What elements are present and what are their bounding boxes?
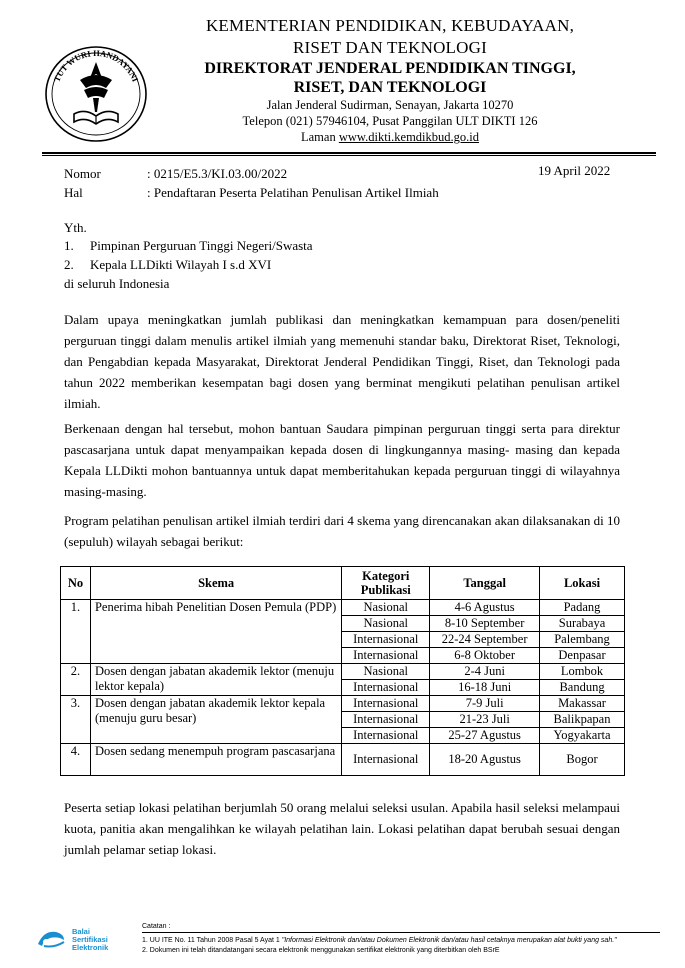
bsre-line-2: Sertifikasi xyxy=(72,935,108,944)
col-header-no: No xyxy=(61,567,91,600)
training-schedule-table xyxy=(60,566,625,776)
row-tanggal: 7-9 Juli xyxy=(430,696,540,712)
row-tanggal: 16-18 Juni xyxy=(430,680,540,696)
hal-label: Hal xyxy=(64,185,83,200)
footer-note-1-prefix: 1. UU ITE No. 11 Tahun 2008 Pasal 5 Ayat 1 xyxy=(142,937,282,944)
paragraph-3: Program pelatihan penulisan artikel ilmiah terdiri dari 4 skema yang direncanakan akan dilaksanakan di 10 (sepuluh) wilayah sebagai berikut: xyxy=(64,513,620,549)
row-lokasi: Yogyakarta xyxy=(540,728,625,744)
row-skema: Dosen dengan jabatan akademik lektor (menuju lektor kepala) xyxy=(90,664,341,696)
row-no: 4. xyxy=(61,744,91,776)
row-no: 2. xyxy=(61,664,91,696)
recipient-2-text: Kepala LLDikti Wilayah I s.d XVI xyxy=(90,257,272,272)
col-header-tanggal: Tanggal xyxy=(430,567,540,600)
row-lokasi: Palembang xyxy=(540,632,625,648)
table-row xyxy=(61,664,625,680)
row-kategori: Nasional xyxy=(342,600,430,616)
ministry-name-line2: RISET DAN TEKNOLOGI xyxy=(293,38,487,57)
hal-value: : Pendaftaran Peserta Pelatihan Penulisan Artikel Ilmiah xyxy=(147,185,439,200)
paragraph-2: Berkenaan dengan hal tersebut, mohon bantuan Saudara pimpinan perguruan tinggi serta para direktur pascasarjana untuk dapat menyampaikan kepada dosen di lingkungannya masing- masing dan kepada Kepala LLDikti mohon bantuannya untuk dapat memberitahukan kepada perguruan tinggi di wilayahnya masing-masing. xyxy=(64,421,620,499)
row-kategori: Internasional xyxy=(342,680,430,696)
bsre-brand xyxy=(72,928,108,952)
bsre-logo-icon xyxy=(34,928,70,950)
row-skema: Penerima hibah Penelitian Dosen Pemula (PDP) xyxy=(90,600,341,664)
paragraph-1: Dalam upaya meningkatkan jumlah publikasi dan meningkatkan kemampuan para dosen/peneliti perguruan tinggi dalam menulis artikel ilmiah yang memenuhi standar baku, Direktorat Riset, Teknologi, dan Pengabdian kepada Masyarakat, Direktorat Jenderal Pendidikan Tinggi, Riset, dan Teknologi pada tahun 2022 memberikan kesempatan bagi dosen yang berminat mengikuti pelatihan penulisan artikel ilmiah. xyxy=(64,312,620,411)
yth-label: Yth. xyxy=(64,220,87,235)
table-row xyxy=(61,744,625,776)
website-line xyxy=(160,129,620,145)
table-header-row xyxy=(61,567,625,600)
row-kategori: Internasional xyxy=(342,632,430,648)
row-kategori: Internasional xyxy=(342,696,430,712)
row-lokasi: Surabaya xyxy=(540,616,625,632)
recipient-1-text: Pimpinan Perguruan Tinggi Negeri/Swasta xyxy=(90,238,313,253)
table-row xyxy=(61,696,625,712)
row-lokasi: Padang xyxy=(540,600,625,616)
ministry-name-line1: KEMENTERIAN PENDIDIKAN, KEBUDAYAAN, xyxy=(205,16,575,35)
table-row xyxy=(61,600,625,616)
recipient-2-num: 2. xyxy=(64,257,74,272)
row-lokasi: Denpasar xyxy=(540,648,625,664)
letter-date: 19 April 2022 xyxy=(538,163,611,178)
row-skema: Dosen dengan jabatan akademik lektor kepala (menuju guru besar) xyxy=(90,696,341,744)
nomor-label: Nomor xyxy=(64,166,101,181)
nomor-value: : 0215/E5.3/KI.03.00/2022 xyxy=(147,166,288,181)
directorate-name-line2: RISET, DAN TEKNOLOGI xyxy=(293,79,487,96)
col-header-skema: Skema xyxy=(90,567,341,600)
col-header-kategori: Kategori Publikasi xyxy=(342,567,430,600)
footer-note-1-quote: "Informasi Elektronik dan/atau Dokumen Elektronik dan/atau hasil cetaknya merupakan alat bukti yang sah." xyxy=(281,937,617,944)
row-kategori: Internasional xyxy=(342,712,430,728)
phone-line: Telepon (021) 57946104, Pusat Panggilan ULT DIKTI 126 xyxy=(242,114,538,128)
row-tanggal: 8-10 September xyxy=(430,616,540,632)
footer-divider xyxy=(142,932,660,933)
header-divider xyxy=(42,152,656,156)
svg-text:TUT WURI HANDAYANI: TUT WURI HANDAYANI xyxy=(51,47,141,84)
row-tanggal: 21-23 Juli xyxy=(430,712,540,728)
row-tanggal: 22-24 September xyxy=(430,632,540,648)
row-lokasi: Bogor xyxy=(540,744,625,776)
row-kategori: Nasional xyxy=(342,616,430,632)
row-lokasi: Balikpapan xyxy=(540,712,625,728)
directorate-name-line1: DIREKTORAT JENDERAL PENDIDIKAN TINGGI, xyxy=(204,60,576,77)
row-tanggal: 18-20 Agustus xyxy=(430,744,540,776)
footer-note-1 xyxy=(142,936,617,945)
tut-wuri-handayani-logo xyxy=(40,40,152,143)
row-kategori: Internasional xyxy=(342,744,430,776)
col-header-lokasi: Lokasi xyxy=(540,567,625,600)
row-kategori: Internasional xyxy=(342,648,430,664)
row-tanggal: 25-27 Agustus xyxy=(430,728,540,744)
row-no: 1. xyxy=(61,600,91,664)
website-label: Laman xyxy=(301,130,339,144)
row-kategori: Nasional xyxy=(342,664,430,680)
address-line: Jalan Jenderal Sudirman, Senayan, Jakarta 10270 xyxy=(266,98,514,112)
footer-note-2: 2. Dokumen ini telah ditandatangani secara elektronik menggunakan sertifikat elektronik yang diterbitkan oleh BSrE xyxy=(142,947,500,954)
catatan-label: Catatan : xyxy=(142,923,171,930)
recipient-location: di seluruh Indonesia xyxy=(64,276,170,291)
bsre-line-3: Elektronik xyxy=(72,943,109,952)
row-skema: Dosen sedang menempuh program pascasarjana xyxy=(90,744,341,776)
row-kategori: Internasional xyxy=(342,728,430,744)
row-no: 3. xyxy=(61,696,91,744)
row-tanggal: 2-4 Juni xyxy=(430,664,540,680)
row-lokasi: Makassar xyxy=(540,696,625,712)
row-lokasi: Bandung xyxy=(540,680,625,696)
recipient-1-num: 1. xyxy=(64,238,74,253)
website-link[interactable]: www.dikti.kemdikbud.go.id xyxy=(338,130,479,144)
paragraph-4: Peserta setiap lokasi pelatihan berjumlah 50 orang melalui seleksi usulan. Apabila hasil seleksi melampaui kuota, panitia akan mengalihkan ke wilayah pelatihan lain. Lokasi pelatihan dapat berubah sesuai dengan jumlah pelamar setiap lokasi. xyxy=(64,800,620,857)
bsre-line-1: Balai xyxy=(72,927,90,936)
row-lokasi: Lombok xyxy=(540,664,625,680)
row-tanggal: 6-8 Oktober xyxy=(430,648,540,664)
row-tanggal: 4-6 Agustus xyxy=(430,600,540,616)
